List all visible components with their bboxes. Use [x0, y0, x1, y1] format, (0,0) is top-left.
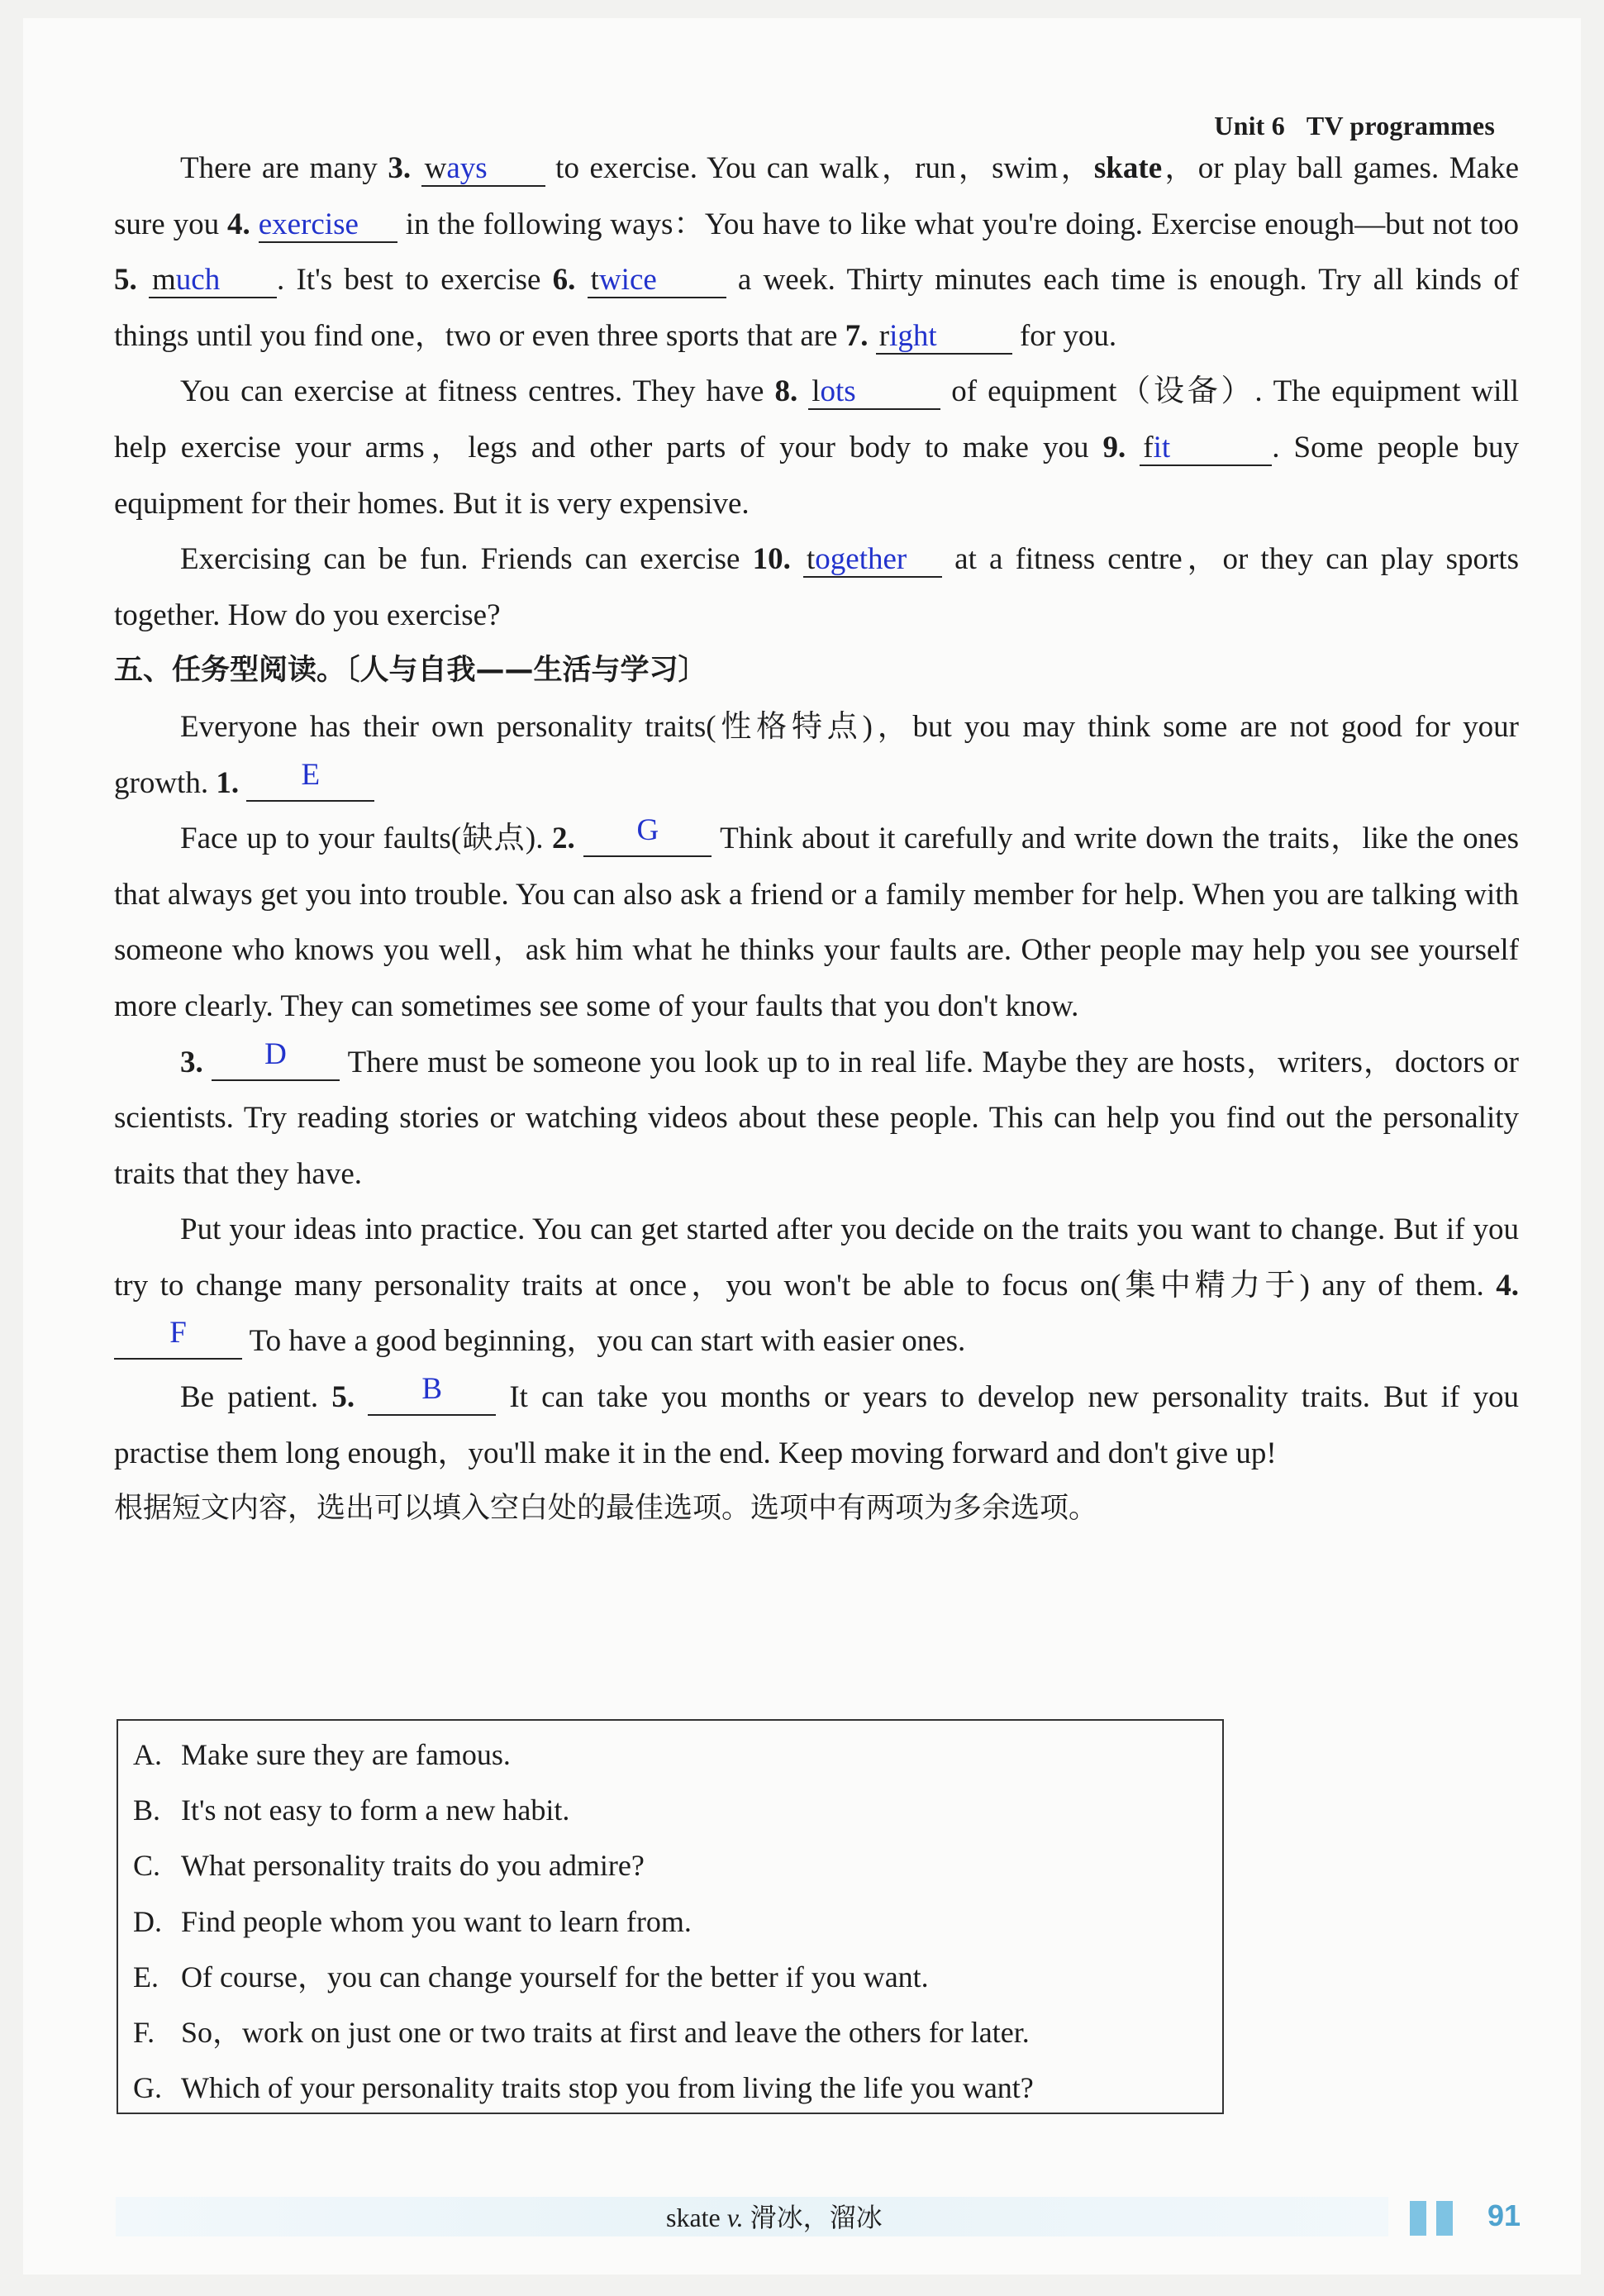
unit-title: TV programmes	[1306, 111, 1495, 141]
main-content	[114, 141, 1519, 1537]
blank-7[interactable]: right	[876, 320, 1012, 355]
blank-5[interactable]: much	[149, 264, 277, 298]
passage1-paragraph-2: You can exercise at fitness centres. They have 8. lots of equipment（设备）. The equipment will help exercise your arms，legs and other parts of your body to make you 9. fit . Some people buy equipment for their homes. But it is very expensive.	[114, 374, 1520, 521]
option-c[interactable]: C. What personality traits do you admire?	[133, 1849, 645, 1883]
option-a[interactable]: A. Make sure they are famous.	[133, 1738, 511, 1771]
answer-blank-2[interactable]: G	[583, 822, 712, 857]
section5-paragraph-3: 3. D There must be someone you look up to in real life. Maybe they are hosts，writers，doctors or scientists. Try reading stories or watching videos about these people. This can help you find out the personality traits that they have.	[114, 1036, 1519, 1191]
section5-paragraph-4: Put your ideas into practice. You can get started after you decide on the traits you want to change. But if you try to change many personality traits at once，you won't be able to focus on(集中精力于) any of them. 4. F To have a good beginning，you can start with easier ones.	[114, 1212, 1519, 1359]
unit-label: Unit 6	[1214, 111, 1285, 141]
answer-blank-4[interactable]: F	[114, 1325, 242, 1360]
passage1-paragraph-1: There are many 3. ways to exercise. You can walk，run，swim，skate，or play ball games. Make sure you 4. exercise in the following ways：You have to like what you're doing. Exercise enough—but not too 5. much . It's best to exercise 6. twice a week. Thirty minutes each time is enough. Try all kinds of things until you find one，two or even three sports that are 7. right for you.	[114, 151, 1520, 353]
blank-8[interactable]: lots	[808, 375, 940, 410]
option-g[interactable]: G. Which of your personality traits stop you from living the life you want?	[133, 2071, 1034, 2105]
passage1-paragraph-3: Exercising can be fun. Friends can exercise 10. together at a fitness centre，or they can play sports together. How do you exercise?	[114, 542, 1520, 632]
footer-bar-decoration-2	[1436, 2201, 1453, 2236]
option-d[interactable]: D. Find people whom you want to learn from.	[133, 1904, 692, 1938]
options-box	[117, 1719, 1224, 2114]
footer-vocabulary-note: skate v. 滑冰，溜冰	[666, 2203, 883, 2232]
answer-blank-3[interactable]: D	[212, 1046, 340, 1081]
blank-6[interactable]: twice	[588, 264, 726, 298]
answer-blank-5[interactable]: B	[368, 1381, 496, 1416]
section-5-title: 五、任务型阅读。〔人与自我——生活与学习〕	[114, 654, 707, 688]
page-header	[1214, 111, 1495, 141]
section5-paragraph-1: Everyone has their own personality traits(性格特点)，but you may think some are not good for your growth. 1. E	[114, 709, 1519, 800]
blank-3[interactable]: ways	[421, 152, 545, 187]
section5-paragraph-2: Face up to your faults(缺点). 2. G Think about it carefully and write down the traits，like the ones that always get you into trouble. You can also ask a friend or a family member for help. When you are talking with someone who knows you well，ask him what he thinks your faults are. Other people may help you see yourself more clearly. They can sometimes see some of your faults that you don't know.	[114, 813, 1519, 1023]
blank-4[interactable]: exercise	[259, 208, 397, 243]
blank-10[interactable]: together	[803, 543, 942, 578]
option-b[interactable]: B. It's not easy to form a new habit.	[133, 1793, 570, 1827]
footer-bar-decoration-1	[1410, 2201, 1426, 2236]
task-instruction: 根据短文内容，选出可以填入空白处的最佳选项。选项中有两项为多余选项。	[114, 1492, 1098, 1526]
option-f[interactable]: F. So，work on just one or two traits at first and leave the others for later.	[133, 2016, 1030, 2050]
blank-9[interactable]: fit	[1140, 431, 1272, 466]
page-number: 91	[1487, 2198, 1521, 2232]
answer-blank-1[interactable]: E	[246, 767, 374, 802]
section5-paragraph-5: Be patient. 5. B It can take you months or years to develop new personality traits. But if you practise them long enough，you'll make it in the end. Keep moving forward and don't give up!	[114, 1372, 1519, 1470]
option-e[interactable]: E. Of course，you can change yourself for the better if you want.	[133, 1960, 929, 1994]
